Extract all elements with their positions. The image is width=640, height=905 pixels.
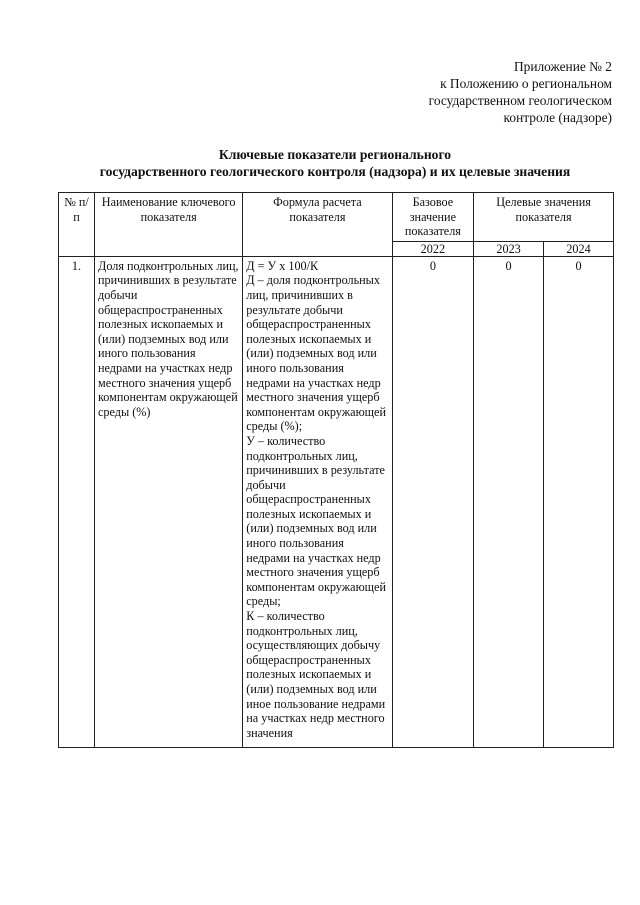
formula-line: Д – доля подконтрольных лиц, причинивших в результате добычи общераспространенных полезных ископаемых и (или) подземных вод или иного пользования недрами на участках недр местного значения ущерб компонентам окружающей среды (%); bbox=[246, 273, 386, 434]
appendix-header bbox=[429, 58, 612, 126]
table-row bbox=[59, 256, 614, 747]
header-year-2024: 2024 bbox=[544, 241, 614, 256]
header-num: № п/п bbox=[59, 193, 95, 257]
table-header-row bbox=[59, 193, 614, 242]
header-base: Базовое значение показателя bbox=[392, 193, 474, 242]
header-formula: Формула расчета показателя bbox=[243, 193, 392, 257]
document-title bbox=[40, 146, 630, 180]
appendix-line: к Положению о региональном bbox=[440, 76, 612, 91]
header-target: Целевые значения показателя bbox=[474, 193, 614, 242]
row-formula bbox=[243, 256, 392, 747]
appendix-line: контроле (надзоре) bbox=[503, 110, 612, 125]
header-name: Наименование ключевого показателя bbox=[95, 193, 243, 257]
row-num: 1. bbox=[59, 256, 95, 747]
title-line-1: Ключевые показатели регионального bbox=[218, 147, 452, 162]
appendix-line: государственном геологическом bbox=[428, 93, 612, 108]
formula-line: К – количество подконтрольных лиц, осуществляющих добычу общераспространенных полезных ископаемых и (или) подземных вод или иное пользование недрами на участках недр местного значения bbox=[246, 609, 386, 740]
header-year-2022: 2022 bbox=[392, 241, 474, 256]
row-indicator-name: Доля подконтрольных лиц, причинивших в результате добычи общераспространенных полезных ископаемых и (или) подземных вод или иного пользования недрами на участках недр местного значения ущерб компонентам окружающей среды (%) bbox=[95, 256, 243, 747]
row-base-2022: 0 bbox=[392, 256, 474, 747]
row-target-2023: 0 bbox=[474, 256, 544, 747]
appendix-line: Приложение № 2 bbox=[513, 59, 612, 74]
formula-line: У – количество подконтрольных лиц, причинивших в результате добычи общераспространенных полезных ископаемых и (или) подземных вод или иного пользования недрами на участках недр местного значения ущерб компонентам окружающей среды; bbox=[246, 433, 386, 609]
row-target-2024: 0 bbox=[544, 256, 614, 747]
formula-line: Д = У х 100/К bbox=[246, 258, 319, 273]
indicators-table bbox=[58, 192, 614, 748]
title-line-2: государственного геологического контроля (надзора) и их целевые значения bbox=[99, 164, 571, 179]
header-year-2023: 2023 bbox=[474, 241, 544, 256]
